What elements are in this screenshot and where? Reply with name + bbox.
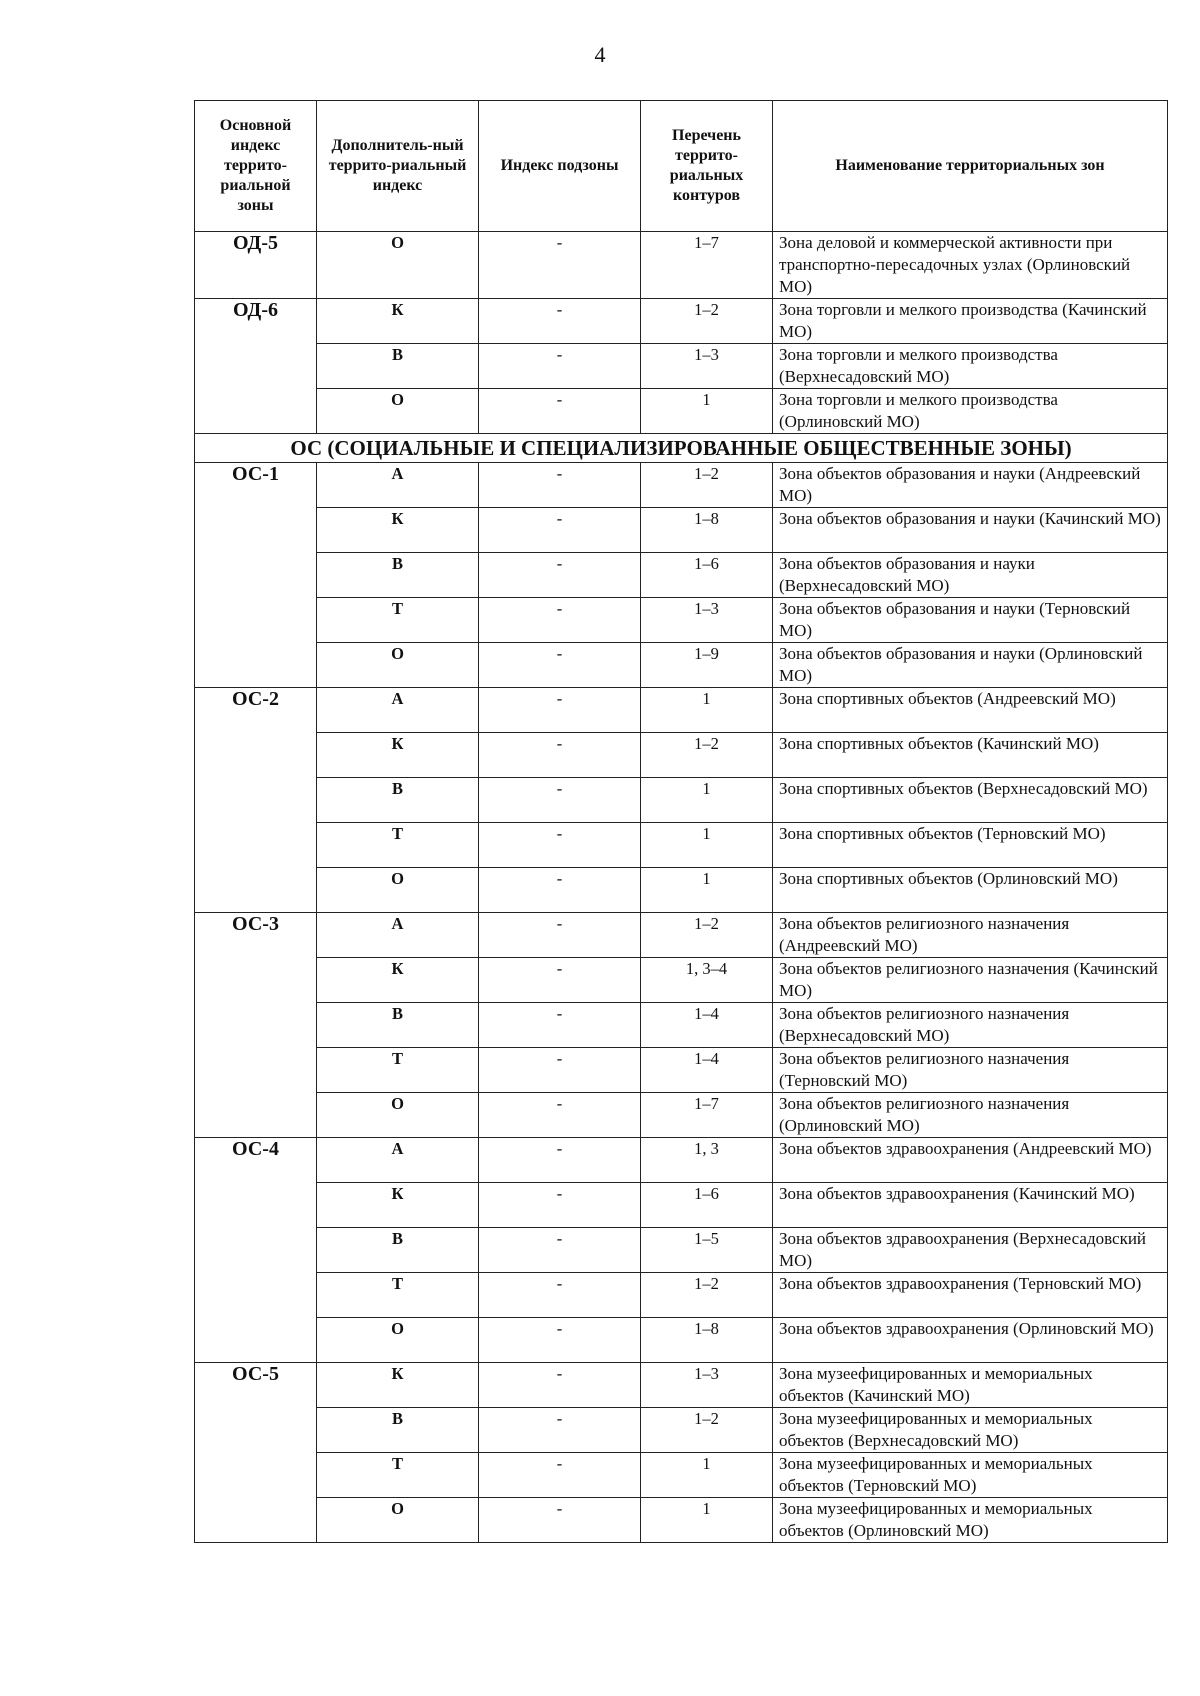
contours-list: 1–2 [641, 733, 773, 778]
additional-index: К [317, 733, 479, 778]
main-zone-index: ОС-3 [195, 913, 317, 1138]
zone-name: Зона торговли и мелкого производства (Верхнесадовский МО) [773, 344, 1168, 389]
table-row [195, 1273, 1168, 1318]
contours-list: 1, 3–4 [641, 958, 773, 1003]
zone-name: Зона объектов образования и науки (Верхнесадовский МО) [773, 553, 1168, 598]
territorial-zones-table [194, 100, 1168, 1543]
section-title: ОС (СОЦИАЛЬНЫЕ И СПЕЦИАЛИЗИРОВАННЫЕ ОБЩЕСТВЕННЫЕ ЗОНЫ) [195, 434, 1168, 463]
zone-name: Зона объектов образования и науки (Качинский МО) [773, 508, 1168, 553]
zone-name: Зона объектов здравоохранения (Орлиновский МО) [773, 1318, 1168, 1363]
table-row [195, 598, 1168, 643]
subzone-index: - [479, 913, 641, 958]
table-header-row [195, 101, 1168, 232]
zone-name: Зона объектов религиозного назначения (Орлиновский МО) [773, 1093, 1168, 1138]
additional-index: О [317, 389, 479, 434]
additional-index: К [317, 1183, 479, 1228]
table-row [195, 1453, 1168, 1498]
zone-name: Зона объектов образования и науки (Терновский МО) [773, 598, 1168, 643]
zone-name: Зона музеефицированных и мемориальных объектов (Орлиновский МО) [773, 1498, 1168, 1543]
contours-list: 1 [641, 688, 773, 733]
contours-list: 1–8 [641, 508, 773, 553]
table-row [195, 913, 1168, 958]
zone-name: Зона объектов религиозного назначения (Верхнесадовский МО) [773, 1003, 1168, 1048]
table-row [195, 344, 1168, 389]
contours-list: 1–8 [641, 1318, 773, 1363]
additional-index: В [317, 553, 479, 598]
contours-list: 1 [641, 1498, 773, 1543]
table-row [195, 1138, 1168, 1183]
additional-index: Т [317, 1453, 479, 1498]
subzone-index: - [479, 1318, 641, 1363]
additional-index: А [317, 913, 479, 958]
table-row [195, 958, 1168, 1003]
subzone-index: - [479, 688, 641, 733]
zone-name: Зона спортивных объектов (Орлиновский МО) [773, 868, 1168, 913]
zone-name: Зона объектов здравоохранения (Терновский МО) [773, 1273, 1168, 1318]
subzone-index: - [479, 1048, 641, 1093]
zone-name: Зона объектов образования и науки (Орлиновский МО) [773, 643, 1168, 688]
os-zones-body [195, 463, 1168, 1543]
additional-index: О [317, 1498, 479, 1543]
subzone-index: - [479, 1138, 641, 1183]
subzone-index: - [479, 299, 641, 344]
subzone-index: - [479, 1363, 641, 1408]
contours-list: 1–7 [641, 232, 773, 299]
additional-index: В [317, 1228, 479, 1273]
additional-index: В [317, 1408, 479, 1453]
subzone-index: - [479, 389, 641, 434]
zone-name: Зона музеефицированных и мемориальных объектов (Терновский МО) [773, 1453, 1168, 1498]
table-row [195, 1318, 1168, 1363]
subzone-index: - [479, 1183, 641, 1228]
additional-index: Т [317, 598, 479, 643]
zone-name: Зона музеефицированных и мемориальных объектов (Качинский МО) [773, 1363, 1168, 1408]
contours-list: 1–2 [641, 299, 773, 344]
additional-index: А [317, 688, 479, 733]
contours-list: 1–2 [641, 913, 773, 958]
additional-index: О [317, 1318, 479, 1363]
subzone-index: - [479, 1093, 641, 1138]
main-zone-index: ОД-6 [195, 299, 317, 434]
table-row [195, 232, 1168, 299]
subzone-index: - [479, 733, 641, 778]
header-zone-name: Наименование территориальных зон [773, 101, 1168, 232]
zone-name: Зона объектов здравоохранения (Андреевский МО) [773, 1138, 1168, 1183]
contours-list: 1–2 [641, 1408, 773, 1453]
subzone-index: - [479, 1228, 641, 1273]
table-row [195, 823, 1168, 868]
contours-list: 1, 3 [641, 1138, 773, 1183]
additional-index: Т [317, 823, 479, 868]
zone-name: Зона торговли и мелкого производства (Качинский МО) [773, 299, 1168, 344]
contours-list: 1 [641, 1453, 773, 1498]
contours-list: 1–2 [641, 1273, 773, 1318]
contours-list: 1–9 [641, 643, 773, 688]
zone-name: Зона объектов здравоохранения (Верхнесадовский МО) [773, 1228, 1168, 1273]
additional-index: К [317, 299, 479, 344]
contours-list: 1–4 [641, 1003, 773, 1048]
table-row [195, 508, 1168, 553]
additional-index: О [317, 643, 479, 688]
zone-name: Зона деловой и коммерческой активности при транспортно-пересадочных узлах (Орлиновский МО) [773, 232, 1168, 299]
contours-list: 1–7 [641, 1093, 773, 1138]
main-zone-index: ОС-5 [195, 1363, 317, 1543]
subzone-index: - [479, 1273, 641, 1318]
contours-list: 1–2 [641, 463, 773, 508]
table-row [195, 463, 1168, 508]
contours-list: 1–4 [641, 1048, 773, 1093]
header-contours-list: Перечень террито-риальных контуров [641, 101, 773, 232]
subzone-index: - [479, 344, 641, 389]
table-row [195, 733, 1168, 778]
subzone-index: - [479, 1498, 641, 1543]
contours-list: 1 [641, 823, 773, 868]
additional-index: В [317, 344, 479, 389]
subzone-index: - [479, 553, 641, 598]
page-number: 4 [594, 42, 606, 67]
table-row [195, 1093, 1168, 1138]
contours-list: 1 [641, 868, 773, 913]
additional-index: К [317, 508, 479, 553]
od-zones-body [195, 232, 1168, 434]
subzone-index: - [479, 1003, 641, 1048]
subzone-index: - [479, 1408, 641, 1453]
contours-list: 1–6 [641, 553, 773, 598]
section-row [195, 434, 1168, 463]
subzone-index: - [479, 643, 641, 688]
table-row [195, 1498, 1168, 1543]
header-main-index: Основной индекс террито-риальной зоны [195, 101, 317, 232]
header-subzone-index: Индекс подзоны [479, 101, 641, 232]
additional-index: К [317, 1363, 479, 1408]
zone-name: Зона объектов религиозного назначения (Терновский МО) [773, 1048, 1168, 1093]
subzone-index: - [479, 232, 641, 299]
main-zone-index: ОС-4 [195, 1138, 317, 1363]
contours-list: 1–5 [641, 1228, 773, 1273]
additional-index: Т [317, 1273, 479, 1318]
additional-index: Т [317, 1048, 479, 1093]
additional-index: А [317, 463, 479, 508]
additional-index: В [317, 778, 479, 823]
table-row [195, 553, 1168, 598]
table-row [195, 389, 1168, 434]
subzone-index: - [479, 868, 641, 913]
table-row [195, 778, 1168, 823]
subzone-index: - [479, 598, 641, 643]
zone-name: Зона объектов религиозного назначения (Андреевский МО) [773, 913, 1168, 958]
table-row [195, 688, 1168, 733]
subzone-index: - [479, 823, 641, 868]
contours-list: 1 [641, 778, 773, 823]
subzone-index: - [479, 463, 641, 508]
contours-list: 1 [641, 389, 773, 434]
contours-list: 1–3 [641, 1363, 773, 1408]
table-row [195, 643, 1168, 688]
zone-name: Зона спортивных объектов (Верхнесадовский МО) [773, 778, 1168, 823]
subzone-index: - [479, 508, 641, 553]
subzone-index: - [479, 958, 641, 1003]
zone-name: Зона спортивных объектов (Андреевский МО) [773, 688, 1168, 733]
header-additional-index: Дополнитель-ный террито-риальный индекс [317, 101, 479, 232]
additional-index: В [317, 1003, 479, 1048]
contours-list: 1–3 [641, 344, 773, 389]
contours-list: 1–3 [641, 598, 773, 643]
table-row [195, 868, 1168, 913]
table-row [195, 299, 1168, 344]
zone-name: Зона спортивных объектов (Терновский МО) [773, 823, 1168, 868]
table-row [195, 1183, 1168, 1228]
table-row [195, 1003, 1168, 1048]
contours-list: 1–6 [641, 1183, 773, 1228]
zone-name: Зона объектов образования и науки (Андреевский МО) [773, 463, 1168, 508]
additional-index: О [317, 868, 479, 913]
additional-index: А [317, 1138, 479, 1183]
additional-index: О [317, 232, 479, 299]
subzone-index: - [479, 1453, 641, 1498]
main-zone-index: ОС-1 [195, 463, 317, 688]
zone-name: Зона объектов религиозного назначения (Качинский МО) [773, 958, 1168, 1003]
zone-name: Зона спортивных объектов (Качинский МО) [773, 733, 1168, 778]
table-row [195, 1408, 1168, 1453]
section-body [195, 434, 1168, 463]
zone-name: Зона торговли и мелкого производства (Орлиновский МО) [773, 389, 1168, 434]
subzone-index: - [479, 778, 641, 823]
zone-name: Зона объектов здравоохранения (Качинский МО) [773, 1183, 1168, 1228]
additional-index: К [317, 958, 479, 1003]
zone-name: Зона музеефицированных и мемориальных объектов (Верхнесадовский МО) [773, 1408, 1168, 1453]
table-row [195, 1048, 1168, 1093]
main-zone-index: ОД-5 [195, 232, 317, 299]
table-row [195, 1228, 1168, 1273]
additional-index: О [317, 1093, 479, 1138]
table-row [195, 1363, 1168, 1408]
main-zone-index: ОС-2 [195, 688, 317, 913]
